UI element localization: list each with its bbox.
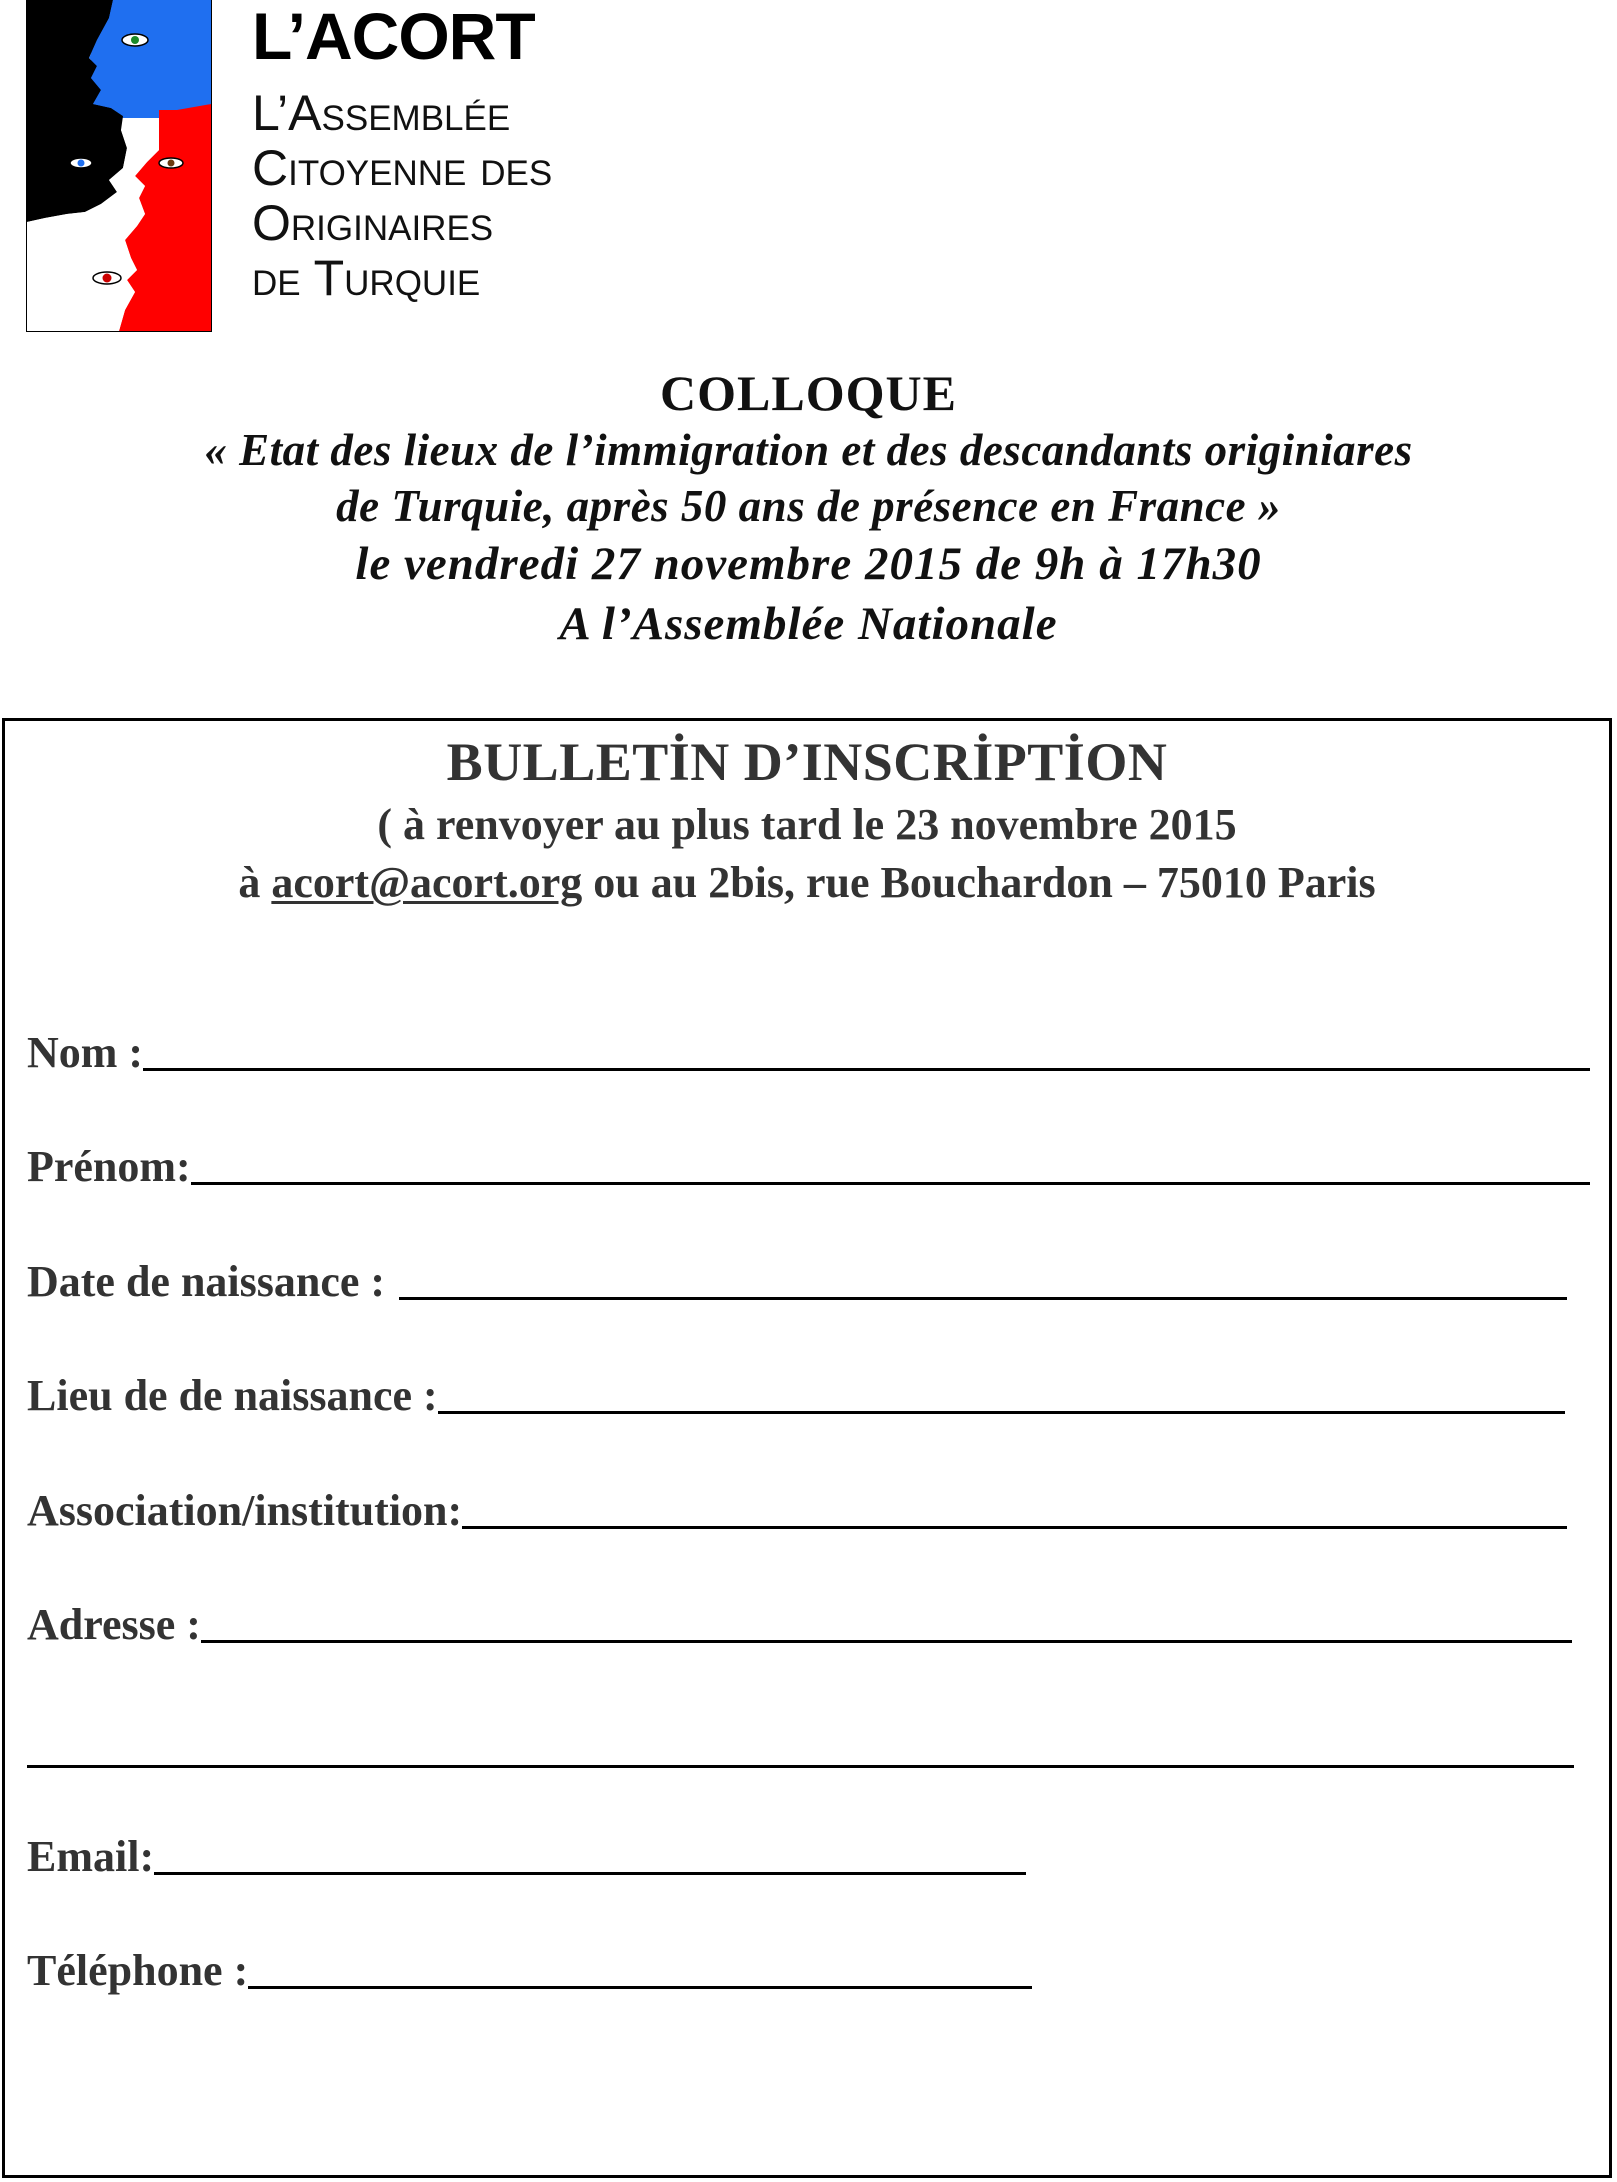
form-address-note — [5, 855, 1609, 911]
field-association — [27, 1477, 1567, 1537]
event-title-line-1: « Etat des lieux de l’immigration et des descandants originiares — [204, 425, 1413, 475]
field-label-email: Email: — [27, 1832, 155, 1881]
registration-form — [2, 718, 1612, 2178]
org-full-line: Originaires — [252, 195, 494, 251]
input-line-date-naissance[interactable] — [399, 1249, 1567, 1300]
field-prenom — [27, 1133, 1590, 1193]
input-line-telephone[interactable] — [248, 1938, 1032, 1989]
event-title-line-2: de Turquie, après 50 ans de présence en France » — [336, 481, 1281, 531]
input-line-prenom[interactable] — [191, 1134, 1590, 1185]
note-prefix: à — [238, 858, 272, 907]
field-label-date-naissance: Date de naissance : — [27, 1257, 386, 1306]
field-nom — [27, 1019, 1590, 1079]
field-label-association: Association/institution: — [27, 1486, 463, 1535]
input-line-email[interactable] — [154, 1824, 1026, 1875]
acort-logo — [26, 0, 212, 332]
input-line-adresse-2[interactable] — [27, 1765, 1574, 1768]
org-full-line: Citoyenne des — [252, 140, 553, 196]
org-full-line: de Turquie — [252, 250, 481, 306]
input-line-association[interactable] — [462, 1478, 1567, 1529]
field-label-adresse: Adresse : — [27, 1600, 201, 1649]
field-telephone — [27, 1937, 1032, 1997]
input-line-nom[interactable] — [143, 1020, 1590, 1071]
org-name: L’ACORT — [252, 0, 535, 73]
org-full-line: L’Assemblée — [252, 85, 511, 141]
event-kind: COLLOQUE — [660, 365, 957, 421]
event-block — [0, 364, 1617, 654]
field-date-naissance — [27, 1248, 1567, 1308]
event-date: le vendredi 27 novembre 2015 de 9h à 17h30 — [355, 538, 1262, 590]
field-label-telephone: Téléphone : — [27, 1946, 249, 1995]
org-full-name — [252, 86, 812, 306]
form-title: BULLETİN D’INSCRİPTİON — [446, 732, 1168, 792]
note-suffix: ou au 2bis, rue Bouchardon – 75010 Paris — [582, 858, 1376, 907]
field-lieu-naissance — [27, 1362, 1565, 1422]
field-label-lieu-naissance: Lieu de de naissance : — [27, 1371, 438, 1420]
field-email — [27, 1823, 1026, 1883]
input-line-adresse[interactable] — [201, 1592, 1572, 1643]
input-line-lieu-naissance[interactable] — [438, 1363, 1565, 1414]
contact-email-link[interactable]: acort@acort.org — [271, 858, 583, 907]
event-place: A l’Assemblée Nationale — [559, 598, 1058, 650]
form-deadline-note: ( à renvoyer au plus tard le 23 novembre 2015 — [377, 800, 1237, 849]
field-label-nom: Nom : — [27, 1028, 144, 1077]
field-label-prenom: Prénom: — [27, 1142, 191, 1191]
field-adresse — [27, 1591, 1572, 1651]
